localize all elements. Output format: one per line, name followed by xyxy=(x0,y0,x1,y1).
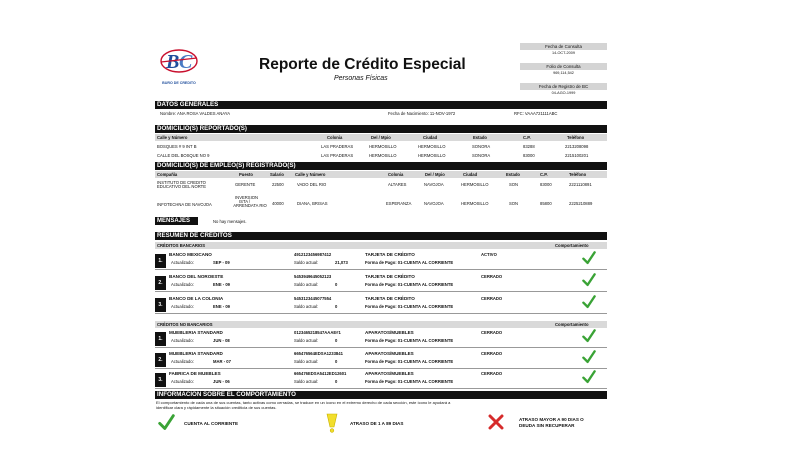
col-cp: C.P. xyxy=(540,172,548,177)
account-number: 665476EDSA5412ED12601 xyxy=(294,371,347,376)
nombre: Nombre: ANA ROSA VALDES ANAYA xyxy=(160,111,231,116)
buro-logo xyxy=(159,46,199,85)
payment-form: Forma de Pago: 01-CUENTA AL CORRIENTE xyxy=(365,260,454,265)
cell: ISTA / xyxy=(239,199,251,204)
report-subtitle: Personas Físicas xyxy=(334,75,388,82)
saldo-label: Saldo actual: xyxy=(294,260,319,265)
check-icon xyxy=(582,329,596,343)
consulta-box xyxy=(520,43,607,59)
check-icon xyxy=(582,370,596,384)
credit-type: APARATOS/MUEBLES xyxy=(365,371,414,376)
creditor-name: MUEBLERIA STANDARD xyxy=(169,351,223,356)
cell: 83000 xyxy=(523,153,535,158)
legend-bad-2: DEUDA SIN RECUPERAR xyxy=(519,423,575,428)
saldo-label: Saldo actual: xyxy=(294,338,319,343)
account-status: CERRADO xyxy=(481,351,503,356)
comportamiento-label: Comportamiento xyxy=(555,322,589,327)
updated-label: Actualizado: xyxy=(171,260,194,265)
credit-type: TARJETA DE CRÉDITO xyxy=(365,252,415,257)
cell: HERMOSILLO xyxy=(418,153,446,158)
legend-bad-1: ATRASO MAYOR A 90 DIAS O xyxy=(519,417,584,422)
updated-value: JUN - 08 xyxy=(213,338,230,343)
cross-icon xyxy=(488,414,504,430)
cell: 2213208098 xyxy=(565,144,589,149)
updated-label: Actualizado: xyxy=(171,338,194,343)
row-divider xyxy=(155,313,607,314)
row-number: 1. xyxy=(155,332,166,346)
registro-box xyxy=(520,83,607,99)
row-number: 2. xyxy=(155,276,166,290)
row-number: 2. xyxy=(155,353,166,367)
col-mpio: Del / Mpio xyxy=(371,135,391,140)
comportamiento-label: Comportamiento xyxy=(555,243,589,248)
saldo-label: Saldo actual: xyxy=(294,379,319,384)
svg-text:B: B xyxy=(166,51,180,73)
account-status: ACTIVO xyxy=(481,252,497,257)
domicilios-bar: DOMICILIO(S) REPORTADO(S) xyxy=(155,125,607,133)
cell: INVERSION xyxy=(235,195,259,200)
cell: HERMOSILLO xyxy=(369,144,397,149)
col-puesto: Puesto xyxy=(239,172,253,177)
warning-icon xyxy=(326,413,338,433)
registro-label: Fecha de Registro de BC xyxy=(520,83,607,90)
cell: NAVOJOA xyxy=(424,182,444,187)
updated-label: Actualizado: xyxy=(171,304,194,309)
saldo-value: 0 xyxy=(335,282,338,287)
check-icon xyxy=(582,350,596,364)
registro-value: 04-AGO-1999 xyxy=(551,91,576,95)
account-number: 4912123456987412 xyxy=(294,252,332,257)
row-divider xyxy=(155,368,607,369)
col-colonia: Colonia xyxy=(327,135,343,140)
info-text-1: El comportamiento de cada una de sus cuentas, tanto activas como cerradas, se traduce en un ícono en el extremo derecho de cada sección, este ícono le ayudará a xyxy=(156,400,451,405)
row-divider xyxy=(155,291,607,292)
col-ciudad: Ciudad xyxy=(423,135,438,140)
row-divider xyxy=(155,269,607,270)
cell: SON xyxy=(509,201,519,206)
cell: INFOTECHNA DE NAVOJOA xyxy=(157,202,212,207)
cell: EDUCATIVO DEL NORTE xyxy=(157,184,207,189)
cell: ARRENDATA RIO xyxy=(233,203,267,208)
col-estado: Estado xyxy=(506,172,520,177)
empleos-bar: DOMICILIO(S) DE EMPLEO(S) REGISTRADO(S) xyxy=(155,162,607,170)
check-icon xyxy=(582,295,596,309)
folio-box xyxy=(520,63,607,79)
cell: 2225210889 xyxy=(569,201,593,206)
cell: CALLE DEL BOSQUE NO 9 xyxy=(157,153,210,158)
cell: 40000 xyxy=(272,201,284,206)
report-title: Reporte de Crédito Especial xyxy=(259,56,466,73)
info-text-2: identificar clara y rápidamente la situación crediticia de sus cuentas. xyxy=(156,405,277,410)
col-calle: Calle y Número xyxy=(157,135,188,140)
saldo-value: 21,073 xyxy=(335,260,348,265)
row-divider xyxy=(155,347,607,348)
resumen-bar: RESUMEN DE CRÉDITOS xyxy=(155,232,607,240)
empleos-header xyxy=(155,171,607,178)
payment-form: Forma de Pago: 01-CUENTA AL CORRIENTE xyxy=(365,282,454,287)
bc-logo-icon xyxy=(159,46,199,76)
mensajes-value: No hay mensajes. xyxy=(213,219,247,224)
cell: SONORA xyxy=(472,153,491,158)
bancarios-header xyxy=(155,242,607,249)
svg-text:C: C xyxy=(179,51,193,73)
logo-caption: BURO DE CREDITO xyxy=(162,81,196,85)
cell: HERMOSILLO xyxy=(418,144,446,149)
updated-label: Actualizado: xyxy=(171,359,194,364)
bancarios-label: CRÉDITOS BANCARIOS xyxy=(157,243,206,248)
credit-type: TARJETA DE CRÉDITO xyxy=(365,274,415,279)
creditor-name: MUEBLERIA STANDARD xyxy=(169,330,223,335)
row-number: 1. xyxy=(155,254,166,268)
col-ciudad: Ciudad xyxy=(463,172,478,177)
account-status: CERRADO xyxy=(481,296,503,301)
no-bancarios-header xyxy=(155,321,607,328)
fecha-nacimiento: Fecha de Nacimiento: 11-NOV-1972 xyxy=(388,111,456,116)
account-number: 5453123445077554 xyxy=(294,296,332,301)
row-number: 3. xyxy=(155,373,166,387)
saldo-value: 0 xyxy=(335,338,338,343)
col-estado: Estado xyxy=(473,135,487,140)
updated-value: ENE - 09 xyxy=(213,304,230,309)
check-icon xyxy=(158,414,175,431)
updated-value: ENE - 09 xyxy=(213,282,230,287)
saldo-label: Saldo actual: xyxy=(294,359,319,364)
legend-warn: ATRASO DE 1 A 89 DIAS xyxy=(350,421,404,426)
rfc: RFC: VAAA721111ABC xyxy=(514,111,558,116)
cell: 83288 xyxy=(523,144,535,149)
updated-value: JUN - 06 xyxy=(213,379,230,384)
col-cp: C.P. xyxy=(523,135,531,140)
cell: SONORA xyxy=(472,144,491,149)
payment-form: Forma de Pago: 01-CUENTA AL CORRIENTE xyxy=(365,359,454,364)
updated-label: Actualizado: xyxy=(171,379,194,384)
account-number: 5453949645052123 xyxy=(294,274,332,279)
cell: DIANA, BRISAS xyxy=(297,201,328,206)
consulta-value: 14-OCT-2009 xyxy=(551,51,575,55)
col-compania: Compañía xyxy=(157,172,178,177)
mensajes-label: MENSAJES xyxy=(155,217,198,225)
cell: HERMOSILLO xyxy=(369,153,397,158)
cell: ESPERANZA xyxy=(386,201,412,206)
credit-report-document xyxy=(155,43,607,438)
cell: INSTITUTO DE CREDITO xyxy=(157,180,206,185)
cell: 85800 xyxy=(540,201,552,206)
check-icon xyxy=(582,251,596,265)
updated-label: Actualizado: xyxy=(171,282,194,287)
legend-ok: CUENTA AL CORRIENTE xyxy=(184,421,239,426)
cell: HERMOSILLO xyxy=(461,201,489,206)
col-salario: Salario xyxy=(270,172,284,177)
domicilios-header xyxy=(155,134,607,141)
saldo-value: 0 xyxy=(335,359,338,364)
col-telefono: Teléfono xyxy=(569,172,587,177)
account-status: CERRADO xyxy=(481,274,503,279)
saldo-value: 0 xyxy=(335,304,338,309)
account-number: 0123465218547AAAE#1 xyxy=(294,330,341,335)
cell: 22500 xyxy=(272,182,284,187)
cell: BOSQUES # 9 INT B xyxy=(157,144,197,149)
cell: 2215100201 xyxy=(565,153,589,158)
cell: NAVOJOA xyxy=(424,201,444,206)
consulta-label: Fecha de Consulta xyxy=(520,43,607,50)
col-mpio: Del / Mpio xyxy=(425,172,445,177)
col-calle: Calle y Número xyxy=(295,172,326,177)
updated-value: MAR - 07 xyxy=(213,359,231,364)
creditor-name: FABRICA DE MUEBLES xyxy=(169,371,221,376)
saldo-value: 0 xyxy=(335,379,338,384)
cell: VADO DEL RIO xyxy=(297,182,327,187)
account-number: 665476564EDSA1233841 xyxy=(294,351,343,356)
creditor-name: BANCO DE LA COLONIA xyxy=(169,296,224,301)
folio-value: 969,114,542 xyxy=(553,71,574,75)
creditor-name: BANCO DEL NOROESTE xyxy=(169,274,224,279)
account-status: CERRADO xyxy=(481,371,503,376)
col-colonia: Colonia xyxy=(388,172,404,177)
cell: SON xyxy=(509,182,519,187)
credit-type: TARJETA DE CRÉDITO xyxy=(365,296,415,301)
cell: GERENTE xyxy=(235,182,256,187)
cell: ALTARES xyxy=(388,182,407,187)
payment-form: Forma de Pago: 01-CUENTA AL CORRIENTE xyxy=(365,338,454,343)
credit-type: APARATOS/MUEBLES xyxy=(365,351,414,356)
cell: LAS PRADERAS xyxy=(321,144,354,149)
saldo-label: Saldo actual: xyxy=(294,304,319,309)
check-icon xyxy=(582,273,596,287)
saldo-label: Saldo actual: xyxy=(294,282,319,287)
cell: LAS PRADERAS xyxy=(321,153,354,158)
payment-form: Forma de Pago: 01-CUENTA AL CORRIENTE xyxy=(365,304,454,309)
updated-value: SEP - 09 xyxy=(213,260,230,265)
cell: 2221110891 xyxy=(569,182,592,187)
account-status: CERRADO xyxy=(481,330,503,335)
col-telefono: Teléfono xyxy=(567,135,585,140)
payment-form: Forma de Pago: 01-CUENTA AL CORRIENTE xyxy=(365,379,454,384)
info-bar: INFORMACIÓN SOBRE EL COMPORTAMIENTO xyxy=(155,391,607,399)
row-number: 3. xyxy=(155,298,166,312)
row-divider xyxy=(155,388,607,389)
credit-type: APARATOS/MUEBLES xyxy=(365,330,414,335)
folio-label: Folio de Consulta xyxy=(520,63,607,70)
cell: HERMOSILLO xyxy=(461,182,489,187)
datos-generales-bar: DATOS GENERALES xyxy=(155,101,607,109)
cell: 83000 xyxy=(540,182,552,187)
creditor-name: BANCO MEXICANO xyxy=(169,252,212,257)
no-bancarios-label: CRÉDITOS NO BANCARIOS xyxy=(157,322,213,327)
